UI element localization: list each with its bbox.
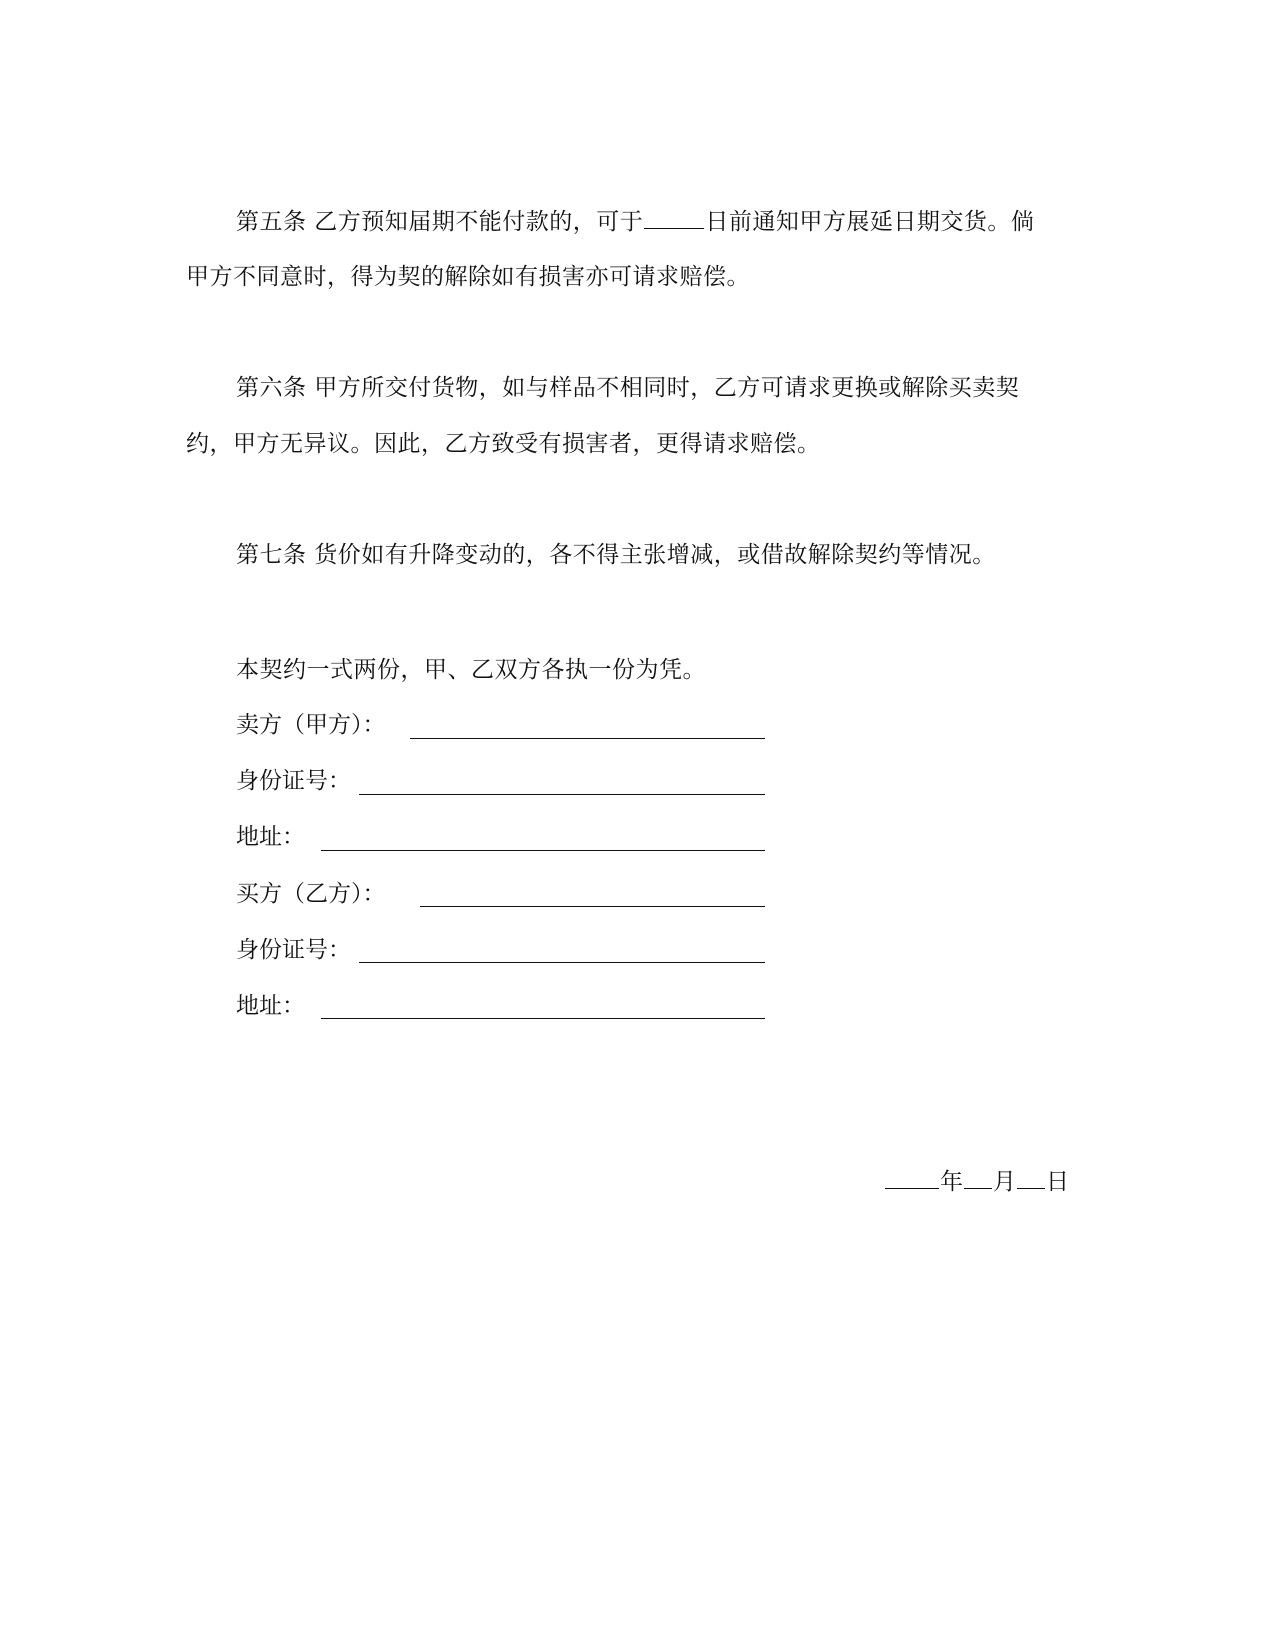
seller-label: 卖方（甲方）：	[236, 712, 386, 738]
month-label: 月	[993, 1169, 1016, 1195]
buyer-name-line[interactable]	[420, 906, 765, 907]
month-blank[interactable]	[964, 1166, 992, 1189]
day-label: 日	[1046, 1169, 1069, 1195]
buyer-address-label: 地址：	[236, 993, 305, 1019]
year-label: 年	[940, 1169, 963, 1195]
seller-id-label: 身份证号：	[236, 768, 351, 794]
seller-id-line[interactable]	[359, 794, 765, 795]
seller-address-label: 地址：	[236, 824, 305, 850]
days-blank	[644, 206, 704, 229]
date-line	[884, 1166, 1069, 1197]
article-6-line-1: 第六条 甲方所交付货物，如与样品不相同时，乙方可请求更换或解除买卖契	[236, 375, 1020, 401]
article-5-line-2: 甲方不同意时，得为契的解除如有损害亦可请求赔偿。	[186, 264, 750, 290]
article-5-line-1	[236, 206, 1034, 237]
buyer-id-label: 身份证号：	[236, 937, 351, 963]
article-5-text-a: 第五条 乙方预知届期不能付款的，可于	[236, 209, 644, 235]
article-5-text-b: 日前通知甲方展延日期交货。倘	[705, 209, 1035, 235]
day-blank[interactable]	[1017, 1166, 1045, 1189]
article-6-line-2: 约，甲方无异议。因此，乙方致受有损害者，更得请求赔偿。	[186, 431, 821, 457]
seller-name-line[interactable]	[410, 738, 765, 739]
article-7-line-1: 第七条 货价如有升降变动的，各不得主张增减，或借故解除契约等情况。	[236, 542, 996, 568]
buyer-label: 买方（乙方）：	[236, 881, 386, 907]
closing-statement: 本契约一式两份，甲、乙双方各执一份为凭。	[236, 657, 706, 683]
buyer-id-line[interactable]	[359, 962, 765, 963]
year-blank[interactable]	[885, 1166, 939, 1189]
buyer-address-line[interactable]	[321, 1018, 765, 1019]
seller-address-line[interactable]	[321, 850, 765, 851]
